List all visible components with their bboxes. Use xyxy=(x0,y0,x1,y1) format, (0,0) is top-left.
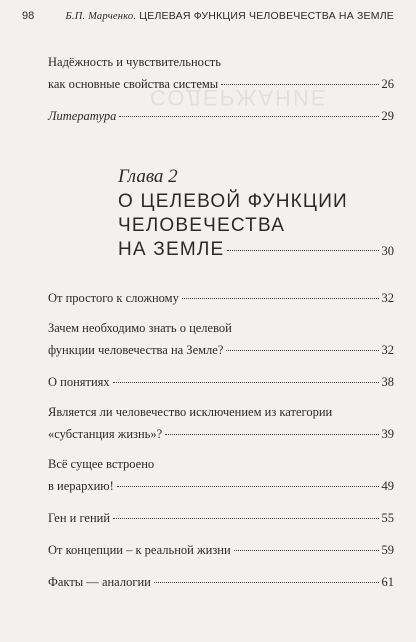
dot-leader xyxy=(119,116,378,117)
toc-page-number: 32 xyxy=(381,343,394,357)
toc-entry[interactable] xyxy=(48,542,394,558)
running-title-book: ЦЕЛЕВАЯ ФУНКЦИЯ ЧЕЛОВЕЧЕСТВА НА ЗЕМЛЕ xyxy=(139,10,394,22)
toc-page-number: 59 xyxy=(381,543,394,557)
chapter-title-line: О ЦЕЛЕВОЙ ФУНКЦИИ xyxy=(118,191,348,212)
toc-entry-text: Ген и гений xyxy=(48,511,111,525)
toc-entry[interactable] xyxy=(48,76,394,92)
running-title xyxy=(65,10,394,22)
toc-entry-line: Надёжность и чувствительность xyxy=(48,55,221,69)
toc-entry[interactable] xyxy=(48,510,394,526)
running-title-author: Б.П. Марченко. xyxy=(65,11,137,22)
toc-entry[interactable] xyxy=(48,374,394,390)
toc-entry[interactable] xyxy=(48,342,394,358)
toc-page-number: 61 xyxy=(381,575,394,589)
toc-page-number: 29 xyxy=(381,109,394,123)
toc-entry-text: функции человечества на Земле? xyxy=(48,343,224,357)
toc-entry[interactable] xyxy=(48,574,394,590)
toc-entry[interactable] xyxy=(48,426,394,442)
dot-leader xyxy=(154,582,379,583)
dot-leader xyxy=(117,486,379,487)
page-header xyxy=(22,10,394,26)
dot-leader xyxy=(221,84,378,85)
toc-entry[interactable] xyxy=(48,290,394,306)
toc-entry-text: «субстанция жизнь»? xyxy=(48,427,163,441)
dot-leader xyxy=(113,518,378,519)
toc-entry-text: Литература xyxy=(48,109,117,123)
toc-entry-text: От концепции – к реальной жизни xyxy=(48,543,231,557)
toc-entry-text: Факты — аналогии xyxy=(48,575,151,589)
toc-entry-line: Зачем необходимо знать о целевой xyxy=(48,321,232,335)
toc-page-number: 55 xyxy=(381,511,394,525)
dot-leader xyxy=(234,550,379,551)
chapter-title-entry[interactable] xyxy=(118,238,394,262)
dot-leader xyxy=(226,350,378,351)
toc-entry-text: О понятиях xyxy=(48,375,110,389)
toc-page-number: 26 xyxy=(381,77,394,91)
toc-entry-line: Всё сущее встроено xyxy=(48,457,155,471)
chapter-title-line: НА ЗЕМЛЕ xyxy=(118,239,225,260)
toc-entry-text: в иерархию! xyxy=(48,479,114,493)
background-show-through-text: СОДЕРЖАНИЕ xyxy=(150,85,328,110)
page-number: 98 xyxy=(22,10,35,22)
toc-entry-line: Является ли человечество исключением из категории xyxy=(48,405,333,419)
toc-page-number: 49 xyxy=(381,479,394,493)
dot-leader xyxy=(227,250,378,251)
dot-leader xyxy=(165,434,378,435)
toc-page-number: 39 xyxy=(381,427,394,441)
chapter-label: Глава 2 xyxy=(118,166,178,187)
toc-entry-text: как основные свойства системы xyxy=(48,77,219,91)
toc-page-number: 38 xyxy=(381,375,394,389)
dot-leader xyxy=(182,298,379,299)
toc-entry-text: От простого к сложному xyxy=(48,291,179,305)
dot-leader xyxy=(113,382,379,383)
toc-entry[interactable] xyxy=(48,478,394,494)
toc-page-number: 30 xyxy=(381,244,394,258)
toc-page-number: 32 xyxy=(381,291,394,305)
chapter-title-line: ЧЕЛОВЕЧЕСТВА xyxy=(118,215,286,236)
toc-entry[interactable] xyxy=(48,108,394,124)
